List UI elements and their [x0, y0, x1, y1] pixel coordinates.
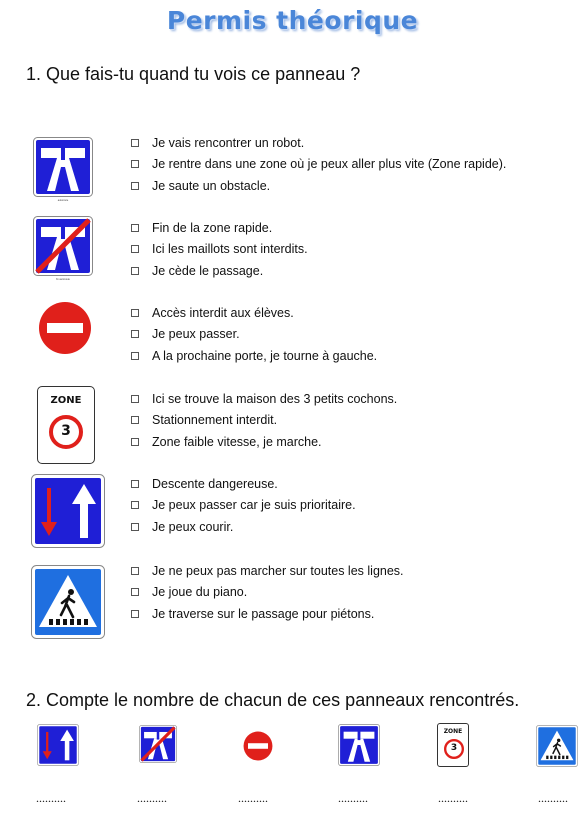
checkbox[interactable] [131, 139, 139, 147]
checkbox[interactable] [131, 160, 139, 168]
motorway-sign-icon [338, 724, 380, 766]
priority-over-oncoming-sign-icon [37, 724, 79, 766]
answer-option[interactable]: A la prochaine porte, je tourne à gauche. [131, 345, 377, 367]
answer-option[interactable]: Je cède le passage. [131, 260, 308, 282]
sign-4-options [131, 388, 397, 453]
page-title: Permis théorique [166, 6, 419, 35]
zone-label: ZONE [50, 395, 82, 406]
checkbox[interactable] [131, 416, 139, 424]
question-1: 1. Que fais-tu quand tu vois ce panneau ? [26, 64, 361, 84]
answer-option[interactable]: Je peux courir. [131, 516, 356, 538]
question-2: 2. Compte le nombre de chacun de ces panneaux rencontrés. [26, 690, 520, 710]
answer-option[interactable]: Je vais rencontrer un robot. [131, 132, 506, 154]
answer-option[interactable]: Fin de la zone rapide. [131, 217, 308, 239]
no-entry-sign-icon [243, 731, 273, 761]
count-field[interactable]: .......... [438, 791, 468, 805]
checkbox[interactable] [131, 352, 139, 360]
answer-option[interactable]: Ici les maillots sont interdits. [131, 239, 308, 261]
checkbox[interactable] [131, 182, 139, 190]
answer-option[interactable]: Je peux passer car je suis prioritaire. [131, 495, 356, 517]
checkbox[interactable] [131, 567, 139, 575]
end-of-motorway-sign-icon [33, 216, 93, 276]
speed-value: 3 [61, 423, 71, 439]
priority-over-oncoming-sign-icon [31, 474, 105, 548]
speed-value: 3 [450, 743, 458, 753]
count-field[interactable]: .......... [538, 791, 568, 805]
answer-option[interactable]: Zone faible vitesse, je marche. [131, 431, 397, 453]
answer-option[interactable]: Accès interdit aux élèves. [131, 302, 377, 324]
answer-option[interactable]: Je ne peux pas marcher sur toutes les lignes. [131, 560, 404, 582]
checkbox[interactable] [131, 438, 139, 446]
zone-label: ZONE [443, 728, 463, 735]
checkbox[interactable] [131, 245, 139, 253]
count-field[interactable]: .......... [238, 791, 268, 805]
zone-30-sign-icon [437, 723, 469, 767]
checkbox[interactable] [131, 267, 139, 275]
checkbox[interactable] [131, 395, 139, 403]
pedestrian-crossing-sign-icon [31, 565, 105, 639]
answer-option[interactable]: Descente dangereuse. [131, 473, 356, 495]
sign-1-options [131, 132, 506, 197]
sign-5-options [131, 473, 356, 538]
answer-option[interactable]: Je joue du piano. [131, 582, 404, 604]
end-of-motorway-sign-icon [139, 725, 177, 763]
answer-option[interactable]: Je rentre dans une zone où je peux aller plus vite (Zone rapide). [131, 154, 506, 176]
answer-option[interactable]: Je traverse sur le passage pour piétons. [131, 603, 404, 625]
no-entry-sign-icon [38, 301, 92, 355]
checkbox[interactable] [131, 480, 139, 488]
checkbox[interactable] [131, 610, 139, 618]
answer-option[interactable]: Stationnement interdit. [131, 410, 397, 432]
checkbox[interactable] [131, 501, 139, 509]
checkbox[interactable] [131, 588, 139, 596]
checkbox[interactable] [131, 523, 139, 531]
checkbox[interactable] [131, 224, 139, 232]
count-field[interactable]: .......... [36, 791, 66, 805]
count-field[interactable]: .......... [338, 791, 368, 805]
count-field[interactable]: .......... [137, 791, 167, 805]
answer-option[interactable]: Ici se trouve la maison des 3 petits cochons. [131, 388, 397, 410]
checkbox[interactable] [131, 309, 139, 317]
pedestrian-crossing-sign-icon [536, 725, 578, 767]
sign-6-options [131, 560, 404, 625]
checkbox[interactable] [131, 330, 139, 338]
zone-30-sign-icon [37, 386, 95, 464]
answer-option[interactable]: Je saute un obstacle. [131, 175, 506, 197]
motorway-sign-icon [33, 137, 93, 197]
sign-2-options [131, 217, 308, 282]
sign-3-options [131, 302, 377, 367]
answer-option[interactable]: Je peux passer. [131, 324, 377, 346]
